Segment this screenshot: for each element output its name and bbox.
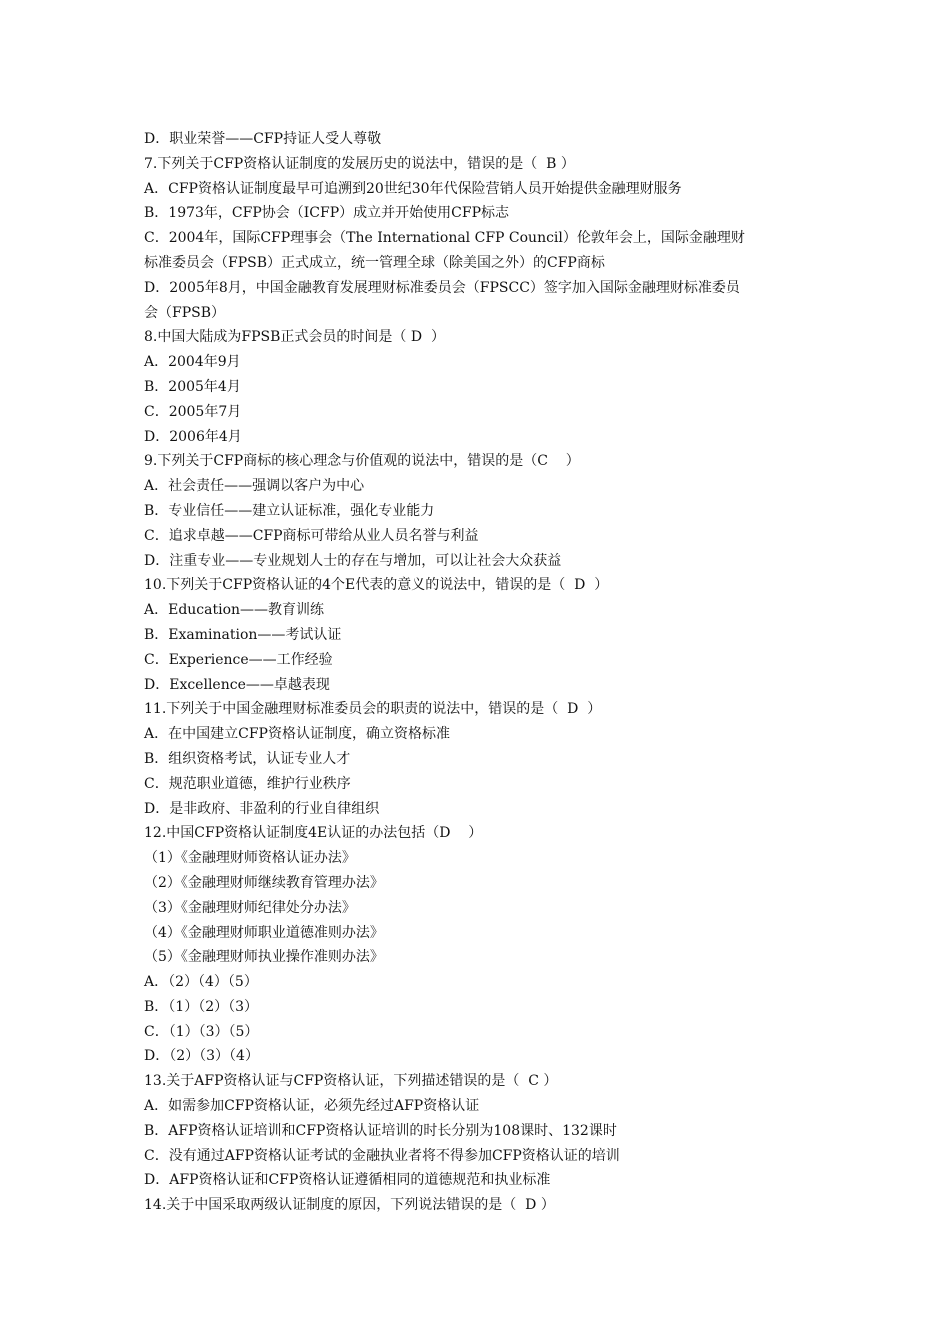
option-line: D．（2）（3）（4） [144,1048,259,1065]
option-line: C．追求卓越——CFP商标可带给从业人员名誉与利益 [144,527,479,544]
option-line: A．CFP资格认证制度最早可追溯到20世纪30年代保险营销人员开始提供金融理财服务 [144,180,682,197]
question-14: 14.关于中国采取两级认证制度的原因，下列说法错误的是（ D ） [144,1197,555,1214]
option-line: A．在中国建立CFP资格认证制度，确立资格标准 [144,726,450,743]
option-line: B．Examination——考试认证 [144,626,342,643]
option-line: C．没有通过AFP资格认证考试的金融执业者将不得参加CFP资格认证的培训 [144,1147,620,1164]
list-item: （2）《金融理财师继续教育管理办法》 [144,874,384,891]
option-line: B．（1）（2）（3） [144,998,259,1015]
text-line: D．职业荣誉——CFP持证人受人尊敬 [144,131,382,147]
option-line: D．是非政府、非盈利的行业自律组织 [144,800,380,817]
list-item: （4）《金融理财师职业道德准则办法》 [144,924,384,941]
question-9: 9.下列关于CFP商标的核心理念与价值观的说法中，错误的是（C ） [144,453,580,470]
list-item: （5）《金融理财师执业操作准则办法》 [144,949,384,966]
question-13: 13.关于AFP资格认证与CFP资格认证，下列描述错误的是（ C ） [144,1073,558,1090]
option-line: D．Excellence——卓越表现 [144,676,330,693]
question-8: 8.中国大陆成为FPSB正式会员的时间是（ D ） [144,329,445,346]
option-line: B．AFP资格认证培训和CFP资格认证培训的时长分别为108课时、132课时 [144,1122,617,1139]
option-line: B．组织资格考试，认证专业人才 [144,750,351,767]
option-line: D．2006年4月 [144,428,242,445]
option-line: C．2005年7月 [144,403,242,420]
document-page [144,127,824,1218]
option-line: B．1973年，CFP协会（ICFP）成立并开始使用CFP标志 [144,205,509,222]
list-item: （1）《金融理财师资格认证办法》 [144,850,356,867]
option-line: B．专业信任——建立认证标准，强化专业能力 [144,502,435,519]
option-line: D．注重专业——专业规划人士的存在与增加，可以让社会大众获益 [144,552,562,569]
option-line: A．2004年9月 [144,354,241,371]
option-line: C．Experience——工作经验 [144,651,333,668]
question-12: 12.中国CFP资格认证制度4E认证的办法包括（D ） [144,825,483,842]
option-line: C．规范职业道德，维护行业秩序 [144,775,351,792]
option-line: B．2005年4月 [144,378,241,395]
option-line: C．2004年，国际CFP理事会（The International CFP Council）伦敦年会上，国际金融理财 [144,230,745,247]
question-11: 11.下列关于中国金融理财标准委员会的职责的说法中，错误的是（ D ） [144,701,602,718]
option-line-continued: 标准委员会（FPSB）正式成立，统一管理全球（除美国之外）的CFP商标 [144,254,605,271]
option-line: A．如需参加CFP资格认证，必须先经过AFP资格认证 [144,1098,480,1115]
option-line: A．社会责任——强调以客户为中心 [144,478,365,495]
question-10: 10.下列关于CFP资格认证的4个E代表的意义的说法中，错误的是（ D ） [144,577,609,594]
question-7: 7.下列关于CFP资格认证制度的发展历史的说法中，错误的是（ B ） [144,155,575,172]
option-line: A．（2）（4）（5） [144,974,258,991]
option-line: D．2005年8月，中国金融教育发展理财标准委员会（FPSCC）签字加入国际金融理财标准委员 [144,279,740,296]
option-line: A．Education——教育训练 [144,602,325,619]
option-line: D．AFP资格认证和CFP资格认证遵循相同的道德规范和执业标准 [144,1172,551,1189]
option-line-continued: 会（FPSB） [144,304,226,321]
option-line: C．（1）（3）（5） [144,1023,259,1040]
list-item: （3）《金融理财师纪律处分办法》 [144,899,356,916]
